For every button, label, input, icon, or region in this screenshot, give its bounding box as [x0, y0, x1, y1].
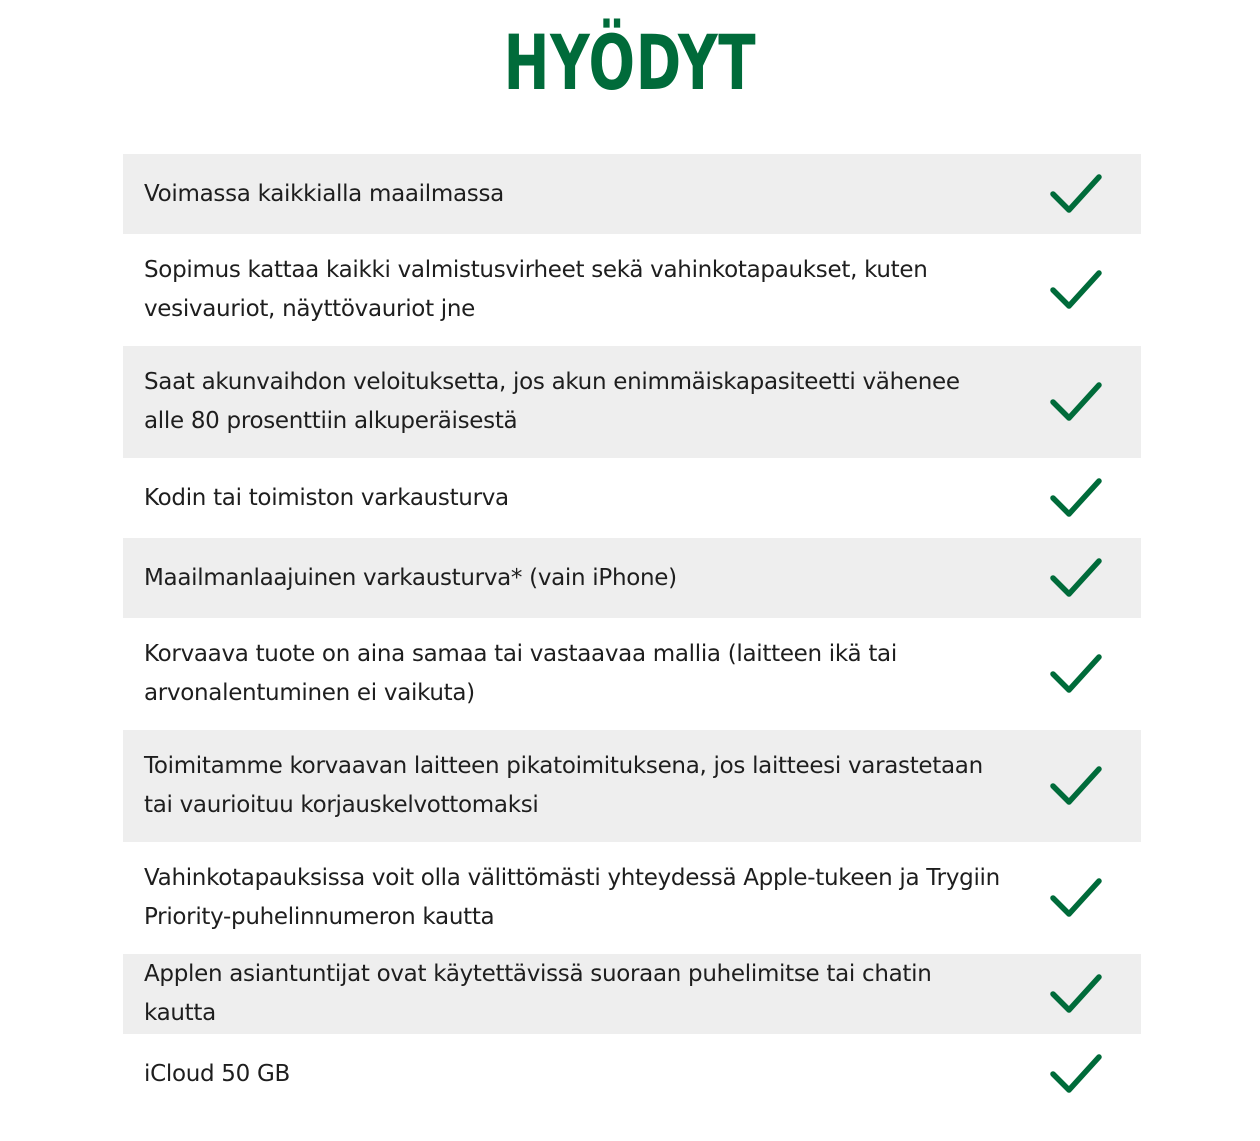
benefit-label: Korvaava tuote on aina samaa tai vastaavaa mallia (laitteen ikä tai arvonalentuminen ei vaikuta)	[144, 641, 897, 706]
check-icon	[1050, 765, 1102, 807]
benefit-label: Kodin tai toimiston varkausturva	[144, 484, 509, 511]
table-row	[123, 234, 1141, 346]
check-icon	[1050, 1053, 1102, 1095]
check-icon	[1050, 877, 1102, 919]
benefit-label: Saat akunvaihdon veloituksetta, jos akun enimmäiskapasiteetti vähenee alle 80 prosenttiin alkuperäisestä	[144, 369, 960, 434]
table-row	[123, 954, 1141, 1034]
benefit-label: Applen asiantuntijat ovat käytettävissä suoraan puhelimitse tai chatin kautta	[144, 961, 932, 1026]
check-icon	[1050, 269, 1102, 311]
table-row	[123, 842, 1141, 954]
table-row	[123, 618, 1141, 730]
benefit-label: iCloud 50 GB	[144, 1060, 290, 1087]
check-icon	[1050, 173, 1102, 215]
table-row	[123, 458, 1141, 538]
table-row	[123, 1034, 1141, 1114]
check-icon	[1050, 381, 1102, 423]
table-row	[123, 346, 1141, 458]
benefits-table	[123, 154, 1141, 1114]
table-row	[123, 538, 1141, 618]
check-icon	[1050, 477, 1102, 519]
benefit-label: Vahinkotapauksissa voit olla välittömästi yhteydessä Apple-tukeen ja Trygiin Priority-puhelinnumeron kautta	[144, 865, 1000, 930]
table-row	[123, 154, 1141, 234]
benefit-label: Maailmanlaajuinen varkausturva* (vain iPhone)	[144, 564, 677, 591]
check-icon	[1050, 653, 1102, 695]
check-icon	[1050, 973, 1102, 1015]
benefit-label: Toimitamme korvaavan laitteen pikatoimituksena, jos laitteesi varastetaan tai vaurioituu korjauskelvottomaksi	[144, 753, 983, 818]
page-title: HYÖDYT	[503, 18, 757, 107]
benefit-label: Voimassa kaikkialla maailmassa	[144, 180, 504, 207]
table-row	[123, 730, 1141, 842]
check-icon	[1050, 557, 1102, 599]
benefit-label: Sopimus kattaa kaikki valmistusvirheet sekä vahinkotapaukset, kuten vesivauriot, näyttövauriot jne	[144, 257, 928, 322]
